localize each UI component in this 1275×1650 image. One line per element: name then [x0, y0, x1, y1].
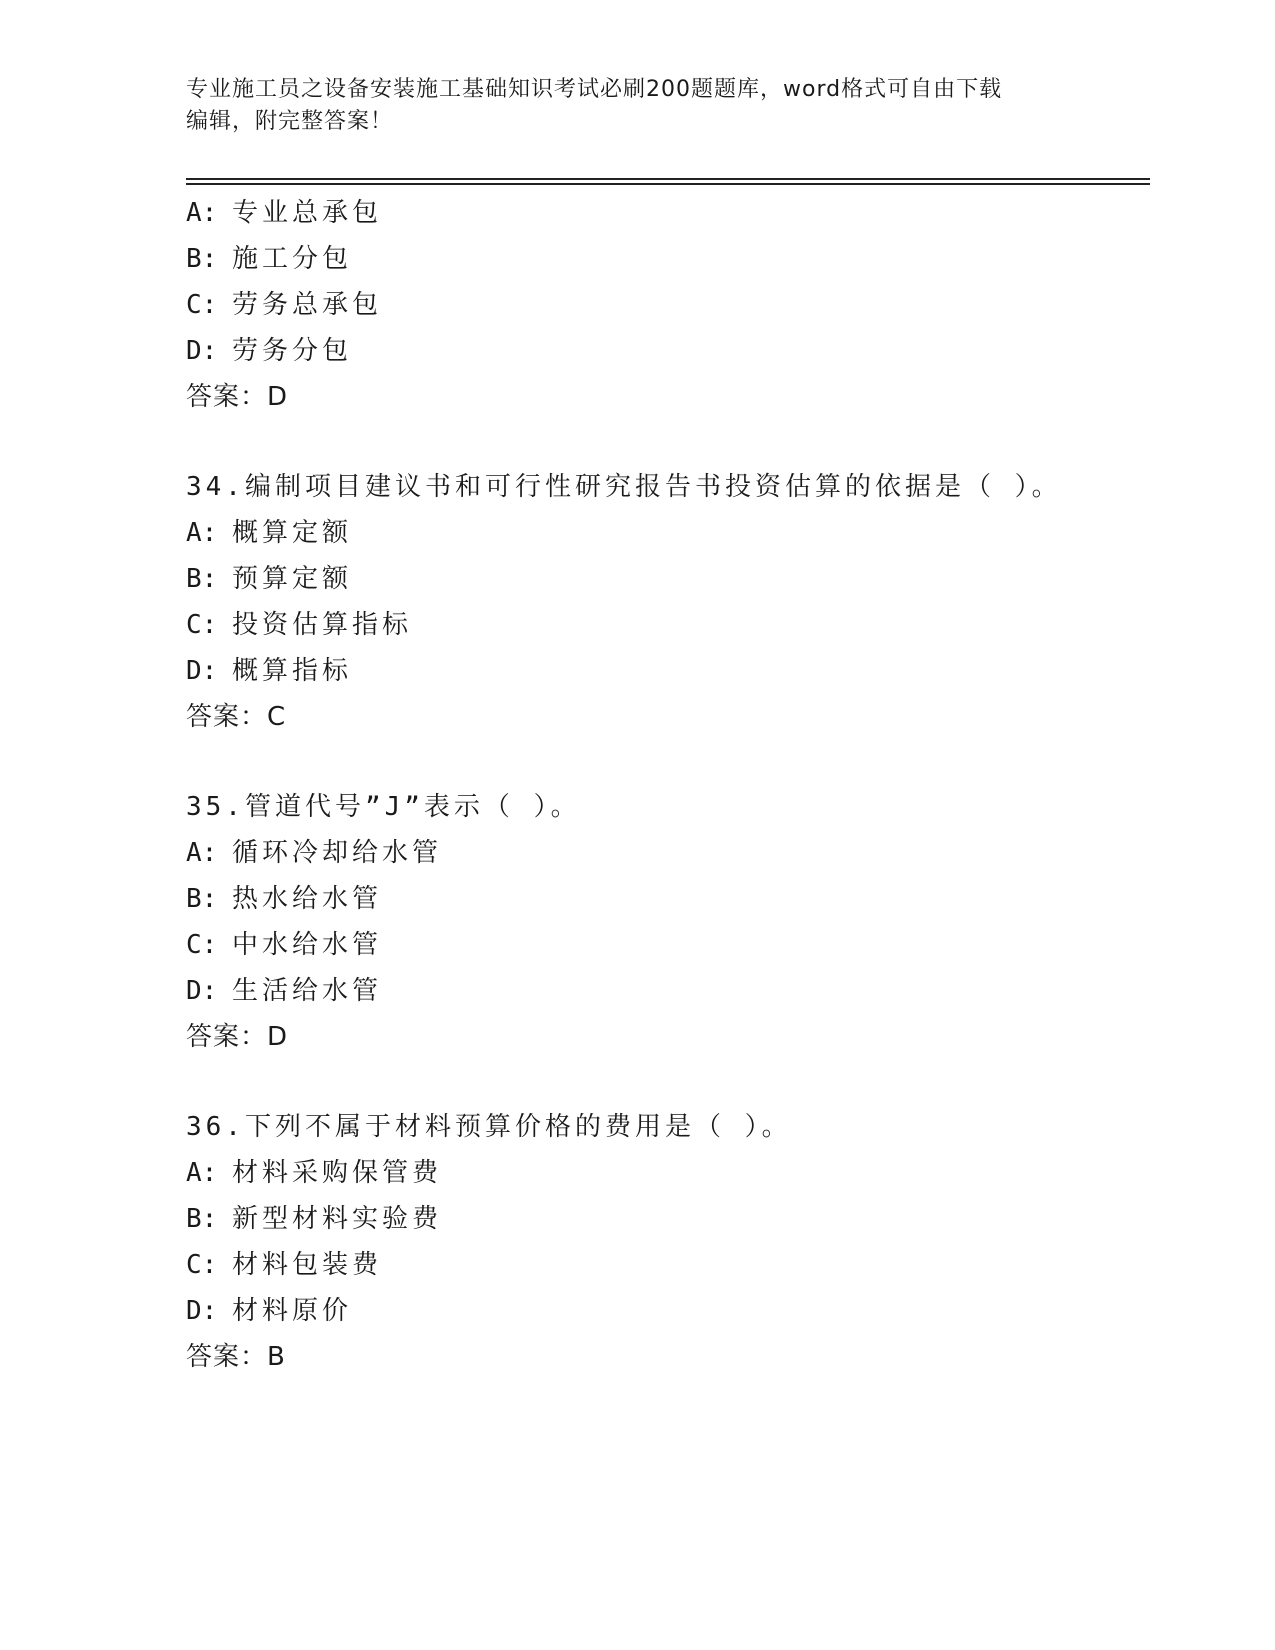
option-letter: D:: [186, 1296, 218, 1326]
header-title-line-2: 编辑，附完整答案！: [186, 109, 394, 134]
option-text: 投资估算指标: [232, 610, 413, 640]
option-c: [186, 602, 1150, 648]
option-text: 概算定额: [232, 518, 353, 548]
option-a: [186, 510, 1150, 556]
option-letter: B:: [186, 244, 218, 274]
question-block-34: [186, 464, 1150, 740]
option-text: 循环冷却给水管: [232, 838, 443, 868]
option-letter: B:: [186, 564, 218, 594]
option-letter: D:: [186, 656, 218, 686]
option-text: 中水给水管: [232, 930, 383, 960]
answer-line: 答案：C: [186, 702, 287, 732]
option-text: 新型材料实验费: [232, 1204, 443, 1234]
question-block-36: [186, 1104, 1150, 1380]
document-header: [186, 74, 1086, 138]
option-text: 施工分包: [232, 244, 353, 274]
option-d: [186, 1288, 1150, 1334]
option-text: 材料包装费: [232, 1250, 383, 1280]
answer-line: 答案：B: [186, 1342, 286, 1372]
option-text: 专业总承包: [232, 198, 383, 228]
option-letter: B:: [186, 1204, 218, 1234]
question-title: 35.管道代号”J”表示（ ）。: [186, 792, 581, 822]
question-block-35: [186, 784, 1150, 1060]
option-letter: C:: [186, 290, 218, 320]
option-letter: A:: [186, 1158, 218, 1188]
option-text: 概算指标: [232, 656, 353, 686]
option-letter: D:: [186, 976, 218, 1006]
option-text: 材料采购保管费: [232, 1158, 443, 1188]
option-b: [186, 556, 1150, 602]
option-d: [186, 968, 1150, 1014]
option-b: [186, 876, 1150, 922]
question-block-partial: [186, 190, 1150, 420]
answer-line: 答案：D: [186, 382, 289, 412]
option-c: [186, 922, 1150, 968]
option-a: [186, 190, 1150, 236]
option-a: [186, 830, 1150, 876]
answer-line: 答案：D: [186, 1022, 289, 1052]
option-letter: C:: [186, 1250, 218, 1280]
option-b: [186, 1196, 1150, 1242]
header-title-line-1: 专业施工员之设备安装施工基础知识考试必刷200题题库，word格式可自由下载: [186, 77, 1003, 102]
option-c: [186, 282, 1150, 328]
option-text: 劳务总承包: [232, 290, 383, 320]
option-c: [186, 1242, 1150, 1288]
header-divider-bottom: [186, 183, 1150, 185]
option-letter: A:: [186, 838, 218, 868]
option-d: [186, 328, 1150, 374]
header-divider-top: [186, 178, 1150, 180]
option-letter: A:: [186, 518, 218, 548]
option-letter: C:: [186, 930, 218, 960]
option-letter: B:: [186, 884, 218, 914]
option-b: [186, 236, 1150, 282]
option-text: 热水给水管: [232, 884, 383, 914]
option-text: 预算定额: [232, 564, 353, 594]
question-title: 34.编制项目建议书和可行性研究报告书投资估算的依据是（ ）。: [186, 472, 1062, 502]
option-letter: C:: [186, 610, 218, 640]
option-d: [186, 648, 1150, 694]
question-list: [186, 190, 1150, 1380]
option-text: 材料原价: [232, 1296, 353, 1326]
option-letter: D:: [186, 336, 218, 366]
option-text: 生活给水管: [232, 976, 383, 1006]
question-title: 36.下列不属于材料预算价格的费用是（ ）。: [186, 1112, 792, 1142]
option-letter: A:: [186, 198, 218, 228]
option-text: 劳务分包: [232, 336, 353, 366]
option-a: [186, 1150, 1150, 1196]
